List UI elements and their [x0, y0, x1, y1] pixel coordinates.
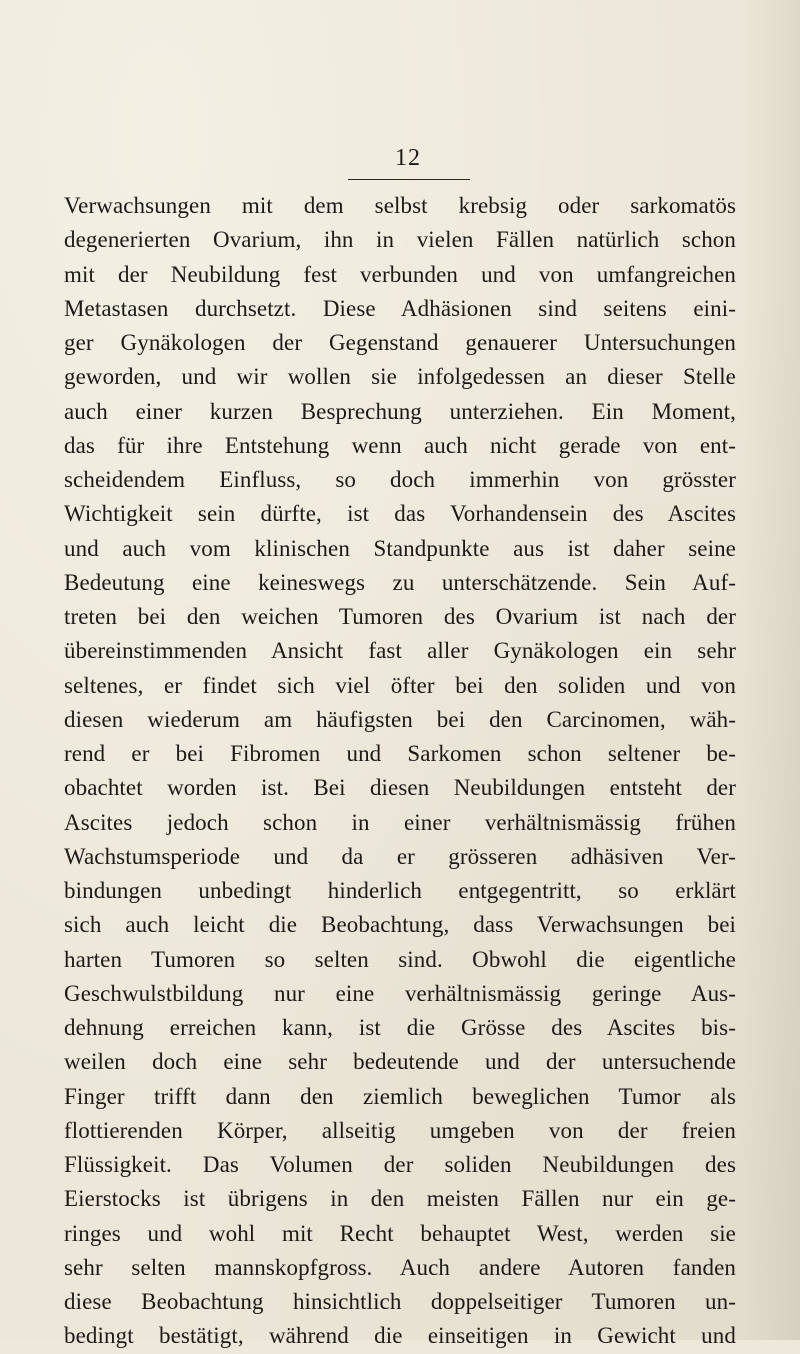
text-line: Bedeutung eine keineswegs zu unterschätzende. Sein Auf-: [64, 569, 736, 595]
text-line: Wichtigkeit sein dürfte, ist das Vorhandensein des Ascites: [64, 501, 736, 527]
text-line: obachtet worden ist. Bei diesen Neubildungen entsteht der: [64, 775, 736, 801]
text-line: übereinstimmenden Ansicht fast aller Gynäkologen ein sehr: [64, 638, 736, 664]
text-line: Eierstocks ist übrigens in den meisten Fällen nur ein ge-: [64, 1186, 736, 1212]
text-line: sehr selten mannskopfgross. Auch andere Autoren fanden: [64, 1254, 736, 1280]
text-line: das für ihre Entstehung wenn auch nicht gerade von ent-: [64, 432, 736, 458]
text-line: bindungen unbedingt hinderlich entgegentritt, so erklärt: [64, 878, 736, 903]
text-line: weilen doch eine sehr bedeutende und der untersuchende: [64, 1049, 736, 1075]
text-line: diese Beobachtung hinsichtlich doppelseitiger Tumoren un-: [64, 1289, 736, 1314]
text-line: ringes und wohl mit Recht behauptet West, werden sie: [64, 1220, 736, 1246]
text-line: sich auch leicht die Beobachtung, dass Verwachsungen bei: [64, 912, 736, 938]
text-line: dehnung erreichen kann, ist die Grösse des Ascites bis-: [64, 1015, 736, 1040]
text-line: Finger trifft dann den ziemlich beweglichen Tumor als: [64, 1083, 736, 1109]
text-line: Ascites jedoch schon in einer verhältnismässig frühen: [64, 809, 736, 835]
text-line: Metastasen durchsetzt. Diese Adhäsionen sind seitens eini-: [64, 295, 736, 321]
text-line: Geschwulstbildung nur eine verhältnismässig geringe Aus-: [64, 980, 736, 1006]
text-line: bedingt bestätigt, während die einseitigen in Gewicht und: [64, 1323, 736, 1349]
text-line: flottierenden Körper, allseitig umgeben von der freien: [64, 1117, 736, 1143]
page-edge-shadow: [740, 0, 800, 1340]
header-rule: [348, 179, 470, 180]
text-line: seltenes, er findet sich viel öfter bei den soliden und von: [64, 672, 736, 698]
text-line: degenerierten Ovarium, ihn in vielen Fällen natürlich schon: [64, 227, 736, 253]
text-line: Flüssigkeit. Das Volumen der soliden Neubildungen des: [64, 1152, 736, 1177]
text-line: rend er bei Fibromen und Sarkomen schon seltener be-: [64, 741, 736, 766]
text-line: und auch vom klinischen Standpunkte aus ist daher seine: [64, 535, 736, 561]
text-line: Verwachsungen mit dem selbst krebsig oder sarkomatös: [64, 193, 736, 218]
text-line: treten bei den weichen Tumoren des Ovarium ist nach der: [64, 604, 736, 629]
text-line: auch einer kurzen Besprechung unterziehen. Ein Moment,: [64, 398, 736, 424]
page-number: 12: [395, 145, 421, 171]
text-line: Wachstumsperiode und da er grösseren adhäsiven Ver-: [64, 843, 736, 869]
text-line: mit der Neubildung fest verbunden und von umfangreichen: [64, 261, 736, 287]
text-line: ger Gynäkologen der Gegenstand genauerer Untersuchungen: [64, 330, 736, 355]
text-line: harten Tumoren so selten sind. Obwohl die eigentliche: [64, 946, 736, 972]
body-paragraph: [64, 189, 736, 1354]
text-line: geworden, und wir wollen sie infolgedessen an dieser Stelle: [64, 364, 736, 390]
text-line: diesen wiederum am häufigsten bei den Carcinomen, wäh-: [64, 706, 736, 732]
text-line: scheidendem Einfluss, so doch immerhin von grösster: [64, 467, 736, 492]
